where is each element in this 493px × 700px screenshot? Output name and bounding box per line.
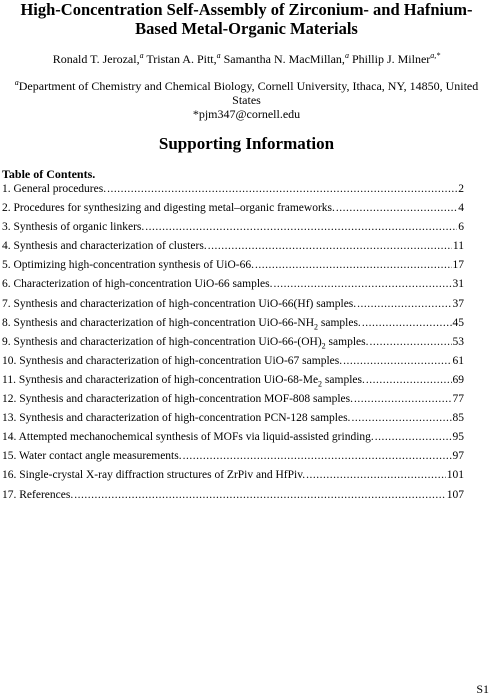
toc-entry-label: 1. General procedures. — [2, 183, 107, 195]
toc-leader-dots — [336, 201, 457, 215]
toc-entry-page: 101 — [446, 469, 464, 482]
toc-entry-label: 5. Optimizing high-concentration synthesis of UiO-66. — [2, 259, 255, 272]
toc-entry-page: 61 — [452, 354, 464, 367]
toc-leader-dots — [351, 411, 451, 425]
toc-entry-page: 107 — [446, 488, 464, 501]
toc-entry — [2, 430, 464, 449]
table-of-contents — [2, 182, 464, 507]
toc-entry-page: 11 — [452, 240, 464, 253]
toc-entry-label: 10. Synthesis and characterization of high-concentration UiO-67 samples. — [2, 354, 343, 367]
paper-title-line-2: Based Metal-Organic Materials — [135, 19, 358, 38]
toc-entry-page: 53 — [452, 335, 464, 348]
author-affiliation-mark: a,* — [430, 51, 441, 60]
paper-title-line-1: High-Concentration Self-Assembly of Zirconium- and Hafnium- — [20, 0, 473, 19]
toc-leader-dots — [357, 297, 451, 311]
toc-entry — [2, 354, 464, 373]
toc-entry — [2, 373, 464, 392]
author-name: Tristan A. Pitt, — [146, 52, 217, 66]
toc-entry-subscript: 2 — [314, 321, 318, 331]
toc-leader-dots — [306, 468, 446, 482]
affiliation — [8, 79, 485, 107]
toc-entry-label: 3. Synthesis of organic linkers. — [2, 221, 145, 234]
toc-entry — [2, 277, 464, 296]
toc-entry-label: 6. Characterization of high-concentration UiO-66 samples. — [2, 278, 273, 291]
toc-entry-label: 17. References. — [2, 488, 74, 501]
affiliation-mark: a — [14, 78, 19, 87]
toc-entry — [2, 201, 464, 220]
paper-title — [8, 0, 485, 38]
toc-entry-page: 31 — [452, 278, 464, 291]
toc-entry-label: 13. Synthesis and characterization of high-concentration PCN-128 samples. — [2, 412, 351, 425]
toc-entry — [2, 220, 464, 239]
toc-leader-dots — [366, 373, 452, 387]
affiliation-line-2: States — [232, 93, 261, 107]
toc-entry — [2, 449, 464, 468]
toc-entry-page: 95 — [452, 431, 464, 444]
toc-entry-page: 85 — [452, 412, 464, 425]
toc-entry-page: 6 — [458, 221, 464, 234]
toc-entry — [2, 392, 464, 411]
toc-leader-dots — [354, 392, 452, 406]
toc-leader-dots — [107, 182, 457, 196]
author-name: Ronald T. Jerozal, — [52, 52, 140, 66]
toc-entry-label: 7. Synthesis and characterization of high-concentration UiO-66(Hf) samples. — [2, 297, 357, 310]
toc-entry-label — [2, 316, 361, 330]
toc-entry — [2, 411, 464, 430]
toc-leader-dots — [145, 220, 457, 234]
toc-entry-page: 2 — [458, 183, 464, 195]
toc-entry-page: 69 — [452, 373, 464, 386]
toc-entry-label-tail: samples. — [325, 335, 369, 348]
toc-entry-subscript: 2 — [318, 379, 323, 389]
toc-entry-label: 12. Synthesis and characterization of high-concentration MOF-808 samples. — [2, 393, 353, 406]
toc-leader-dots — [208, 239, 452, 253]
toc-entry — [2, 239, 464, 258]
toc-entry-label: 14. Attempted mechanochemical synthesis of MOFs via liquid-assisted grinding. — [2, 431, 374, 444]
toc-entry-page: 4 — [458, 202, 464, 215]
page-number: S1 — [476, 682, 489, 696]
affiliation-line-1: Department of Chemistry and Chemical Biology, Cornell University, Ithaca, NY, 14850, United — [18, 79, 479, 93]
author-name: Phillip J. Milner — [351, 52, 431, 66]
toc-leader-dots — [369, 335, 451, 349]
toc-entry-page: 37 — [452, 297, 464, 310]
toc-entry-label — [2, 373, 365, 387]
toc-leader-dots — [375, 430, 452, 444]
author-affiliation-mark: a — [344, 51, 349, 60]
toc-leader-dots — [74, 488, 446, 502]
toc-leader-dots — [343, 354, 451, 368]
author-affiliation-mark: a — [216, 51, 221, 60]
toc-entry-label: 16. Single-crystal X-ray diffraction structures of ZrPiv and HfPiv. — [2, 469, 306, 482]
toc-entry-subscript: 2 — [321, 341, 326, 351]
section-heading: Supporting Information — [158, 134, 335, 153]
author-list — [8, 52, 485, 66]
toc-entry-page: 97 — [452, 450, 464, 463]
toc-entry-label-main: 11. Synthesis and characterization of high-concentration UiO-68-Me — [2, 373, 319, 386]
toc-entry-label: 2. Procedures for synthesizing and digesting metal–organic frameworks. — [2, 202, 335, 215]
toc-entry-label-tail: samples. — [318, 316, 361, 329]
toc-leader-dots — [273, 277, 451, 291]
toc-entry-page: 45 — [452, 316, 464, 329]
author-name: Samantha N. MacMillan, — [223, 52, 345, 66]
toc-entry — [2, 258, 464, 277]
toc-entry-label-main: 8. Synthesis and characterization of high-concentration UiO-66-NH — [2, 316, 314, 329]
toc-entry — [2, 335, 464, 354]
corresponding-email: *pjm347@cornell.edu — [192, 107, 301, 121]
toc-entry — [2, 182, 464, 201]
toc-leader-dots — [362, 316, 452, 330]
toc-entry-page: 17 — [452, 259, 464, 272]
toc-entry-label — [2, 335, 368, 349]
toc-entry-label-tail: samples. — [322, 373, 365, 386]
toc-entry — [2, 468, 464, 487]
toc-entry-label-main: 9. Synthesis and characterization of high-concentration UiO-66-(OH) — [2, 335, 322, 348]
toc-entry-label: 15. Water contact angle measurements. — [2, 450, 182, 463]
toc-entry — [2, 488, 464, 507]
toc-title: Table of Contents. — [2, 167, 96, 181]
toc-entry — [2, 316, 464, 335]
toc-leader-dots — [183, 449, 452, 463]
toc-entry-label: 4. Synthesis and characterization of clusters. — [2, 240, 207, 253]
toc-entry — [2, 297, 464, 316]
toc-entry-page: 77 — [452, 393, 464, 406]
toc-leader-dots — [255, 258, 451, 272]
author-affiliation-mark: a — [139, 51, 144, 60]
